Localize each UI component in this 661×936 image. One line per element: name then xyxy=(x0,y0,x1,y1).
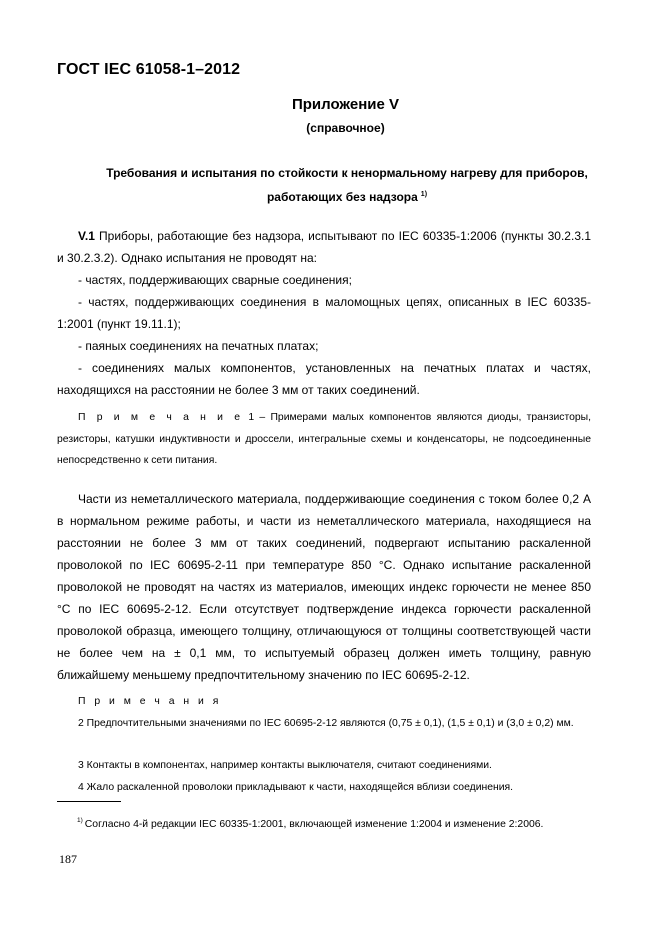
footnote-ref: 1) xyxy=(420,191,428,198)
footnote-divider xyxy=(57,801,121,802)
note-item: 3 Контакты в компонентах, например контакты выключателя, считают соединениями. xyxy=(78,760,492,771)
section-title-line1: Требования и испытания по стойкости к ненормальному нагреву для приборов, xyxy=(106,166,588,180)
clause-number: V.1 xyxy=(78,229,95,243)
list-item: - частях, поддерживающих соединения в маломощных цепях, описанных в IEC 60335-1:2001 (пункт 19.11.1); xyxy=(57,295,591,331)
list-item: - соединениях малых компонентов, установленных на печатных платах и частях, находящихся на расстоянии не более 3 мм от таких соединений. xyxy=(57,361,591,397)
notes-label-text: П р и м е ч а н и я xyxy=(78,696,222,707)
footnote-marker: 1) xyxy=(77,817,83,824)
notes-label xyxy=(57,691,591,713)
footnote-text: Согласно 4-й редакции IEC 60335-1:2001, включающей изменение 1:2004 и изменение 2:2006. xyxy=(84,819,544,830)
section-title-line2: работающих без надзора xyxy=(266,190,418,204)
annex-subtitle: (справочное) xyxy=(306,121,385,135)
section-title-line2-wrap xyxy=(77,184,617,208)
note-item: 4 Жало раскаленной проволоки прикладывают к части, находящейся вблизи соединения. xyxy=(78,782,514,793)
note-label: П р и м е ч а н и е xyxy=(78,412,244,423)
clause-v1-intro-text: Приборы, работающие без надзора, испытывают по IEC 60335-1:2006 (пункты 30.2.3.1 и 30.2.3.2). Однако испытания не проводят на: xyxy=(57,229,591,265)
note-1-text: 1 – Примерами малых компонентов являются диоды, транзисторы, резисторы, катушки индуктивности и дроссели, интегральные схемы и конденсаторы, не подсоединенные непосредственно к сети питания. xyxy=(57,412,592,466)
footnote xyxy=(77,817,543,830)
clause-v1-intro xyxy=(57,225,591,269)
standard-header: ГОСТ IEC 61058-1–2012 xyxy=(57,61,241,78)
note-item: 2 Предпочтительными значениями по IEC 60695-2-12 являются (0,75 ± 0,1), (1,5 ± 0,1) и (3,0 ± 0,2) мм. xyxy=(78,718,574,729)
section-title xyxy=(57,162,617,208)
page-number: 187 xyxy=(59,852,77,866)
list-item: - частях, поддерживающих сварные соединения; xyxy=(78,273,352,287)
main-paragraph: Части из неметаллического материала, поддерживающие соединения с током более 0,2 А в нормальном режиме работы, и части из неметаллического материала, находящиеся на расстоянии не более 3 мм от таких соединений, подвергают испытанию раскаленной проволокой по IEC 60695-2-11 при температуре 850 °C. Однако испытание раскаленной проволокой не проводят на частях из материалов, имеющих индекс горючести не менее 850 °C по IEC 60695-2-12. Если отсутствует подтверждение индекса горючести раскаленной проволокой образца, имеющего толщину, отличающуюся от толщины соответствующей части не более чем на ± 0,1 мм, то испытуемый образец должен иметь толщину, равную ближайшему меньшему предпочтительному значению по IEC 60695-2-12. xyxy=(57,492,591,682)
note-1 xyxy=(57,407,591,472)
list-item: - паяных соединениях на печатных платах; xyxy=(78,339,319,353)
annex-title: Приложение V xyxy=(291,96,400,113)
